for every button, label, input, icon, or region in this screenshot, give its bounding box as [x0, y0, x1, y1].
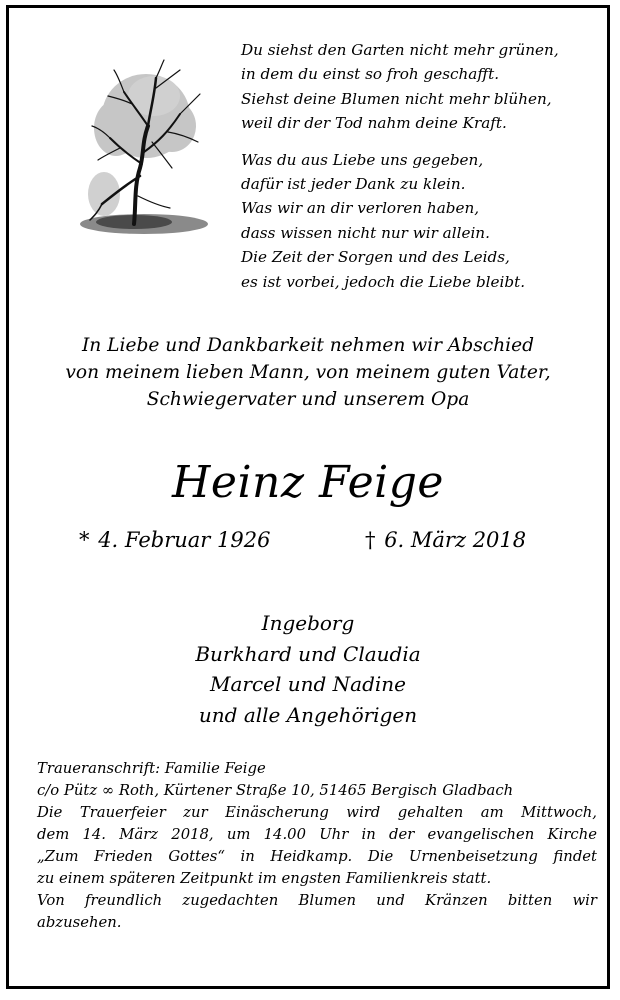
deceased-name: Heinz Feige — [172, 457, 444, 508]
poem-stanza-2 — [241, 148, 601, 294]
mourner: Ingeborg — [261, 611, 355, 635]
poem-line: Du siehst den Garten nicht mehr grünen, — [241, 41, 559, 59]
funeral-notice — [37, 758, 597, 934]
notice-line: Die Trauerfeier zur Einäscherung wird gehalten am Mittwoch, — [37, 804, 597, 821]
death-date-group — [365, 523, 526, 557]
flowers-request — [37, 890, 597, 934]
mourner: Marcel und Nadine — [209, 672, 406, 696]
notice-line: abzusehen. — [37, 914, 122, 931]
poem-line: in dem du einst so froh geschafft. — [241, 65, 500, 84]
notice-line: dem 14. März 2018, um 14.00 Uhr in der evangelischen Kirche — [37, 826, 597, 843]
mourning-address — [37, 758, 597, 802]
birth-star-icon: * — [79, 528, 90, 552]
mourner: Burkhard und Claudia — [195, 641, 421, 666]
poem — [241, 38, 601, 294]
poem-line: Die Zeit der Sorgen und des Leids, — [241, 248, 510, 267]
mourner: und alle Angehörigen — [198, 702, 418, 727]
intro-line: In Liebe und Dankbarkeit nehmen wir Abschied — [81, 335, 535, 356]
notice-line: c/o Pütz ∞ Roth, Kürtener Straße 10, 51465 Bergisch Gladbach — [37, 782, 514, 799]
notice-line: zu einem späteren Zeitpunkt im engsten Familienkreis statt. — [37, 870, 492, 887]
obituary-notice — [6, 5, 610, 989]
poem-stanza-1 — [241, 38, 601, 136]
notice-line: Von freundlich zugedachten Blumen und Kränzen bitten wir — [37, 892, 597, 909]
intro-line: von meinem lieben Mann, von meinem guten Vater, — [65, 362, 551, 383]
poem-line: Was du aus Liebe uns gegeben, — [241, 150, 484, 169]
poem-line: es ist vorbei, jedoch die Liebe bleibt. — [241, 272, 526, 291]
poem-line: Siehst deine Blumen nicht mehr blühen, — [241, 89, 552, 108]
mourners-list — [9, 608, 607, 730]
poem-line: Was wir an dir verloren haben, — [241, 199, 480, 218]
poem-line: dafür ist jeder Dank zu klein. — [241, 175, 466, 194]
intro-line: Schwiegervater und unserem Opa — [146, 389, 470, 410]
notice-line: Traueranschrift: Familie Feige — [37, 760, 266, 777]
birth-date-group — [79, 523, 270, 557]
notice-line: „Zum Frieden Gottes“ in Heidkamp. Die Urnenbeisetzung findet — [37, 848, 597, 865]
farewell-intro — [9, 332, 607, 413]
ceremony-info — [37, 802, 597, 890]
poem-line: weil dir der Tod nahm deine Kraft. — [241, 114, 507, 133]
death-cross-icon: † — [365, 528, 376, 552]
poem-line: dass wissen nicht nur wir allein. — [241, 223, 490, 242]
death-date: 6. März 2018 — [384, 528, 527, 552]
tree-illustration — [64, 56, 224, 246]
birth-date: 4. Februar 1926 — [98, 528, 271, 552]
